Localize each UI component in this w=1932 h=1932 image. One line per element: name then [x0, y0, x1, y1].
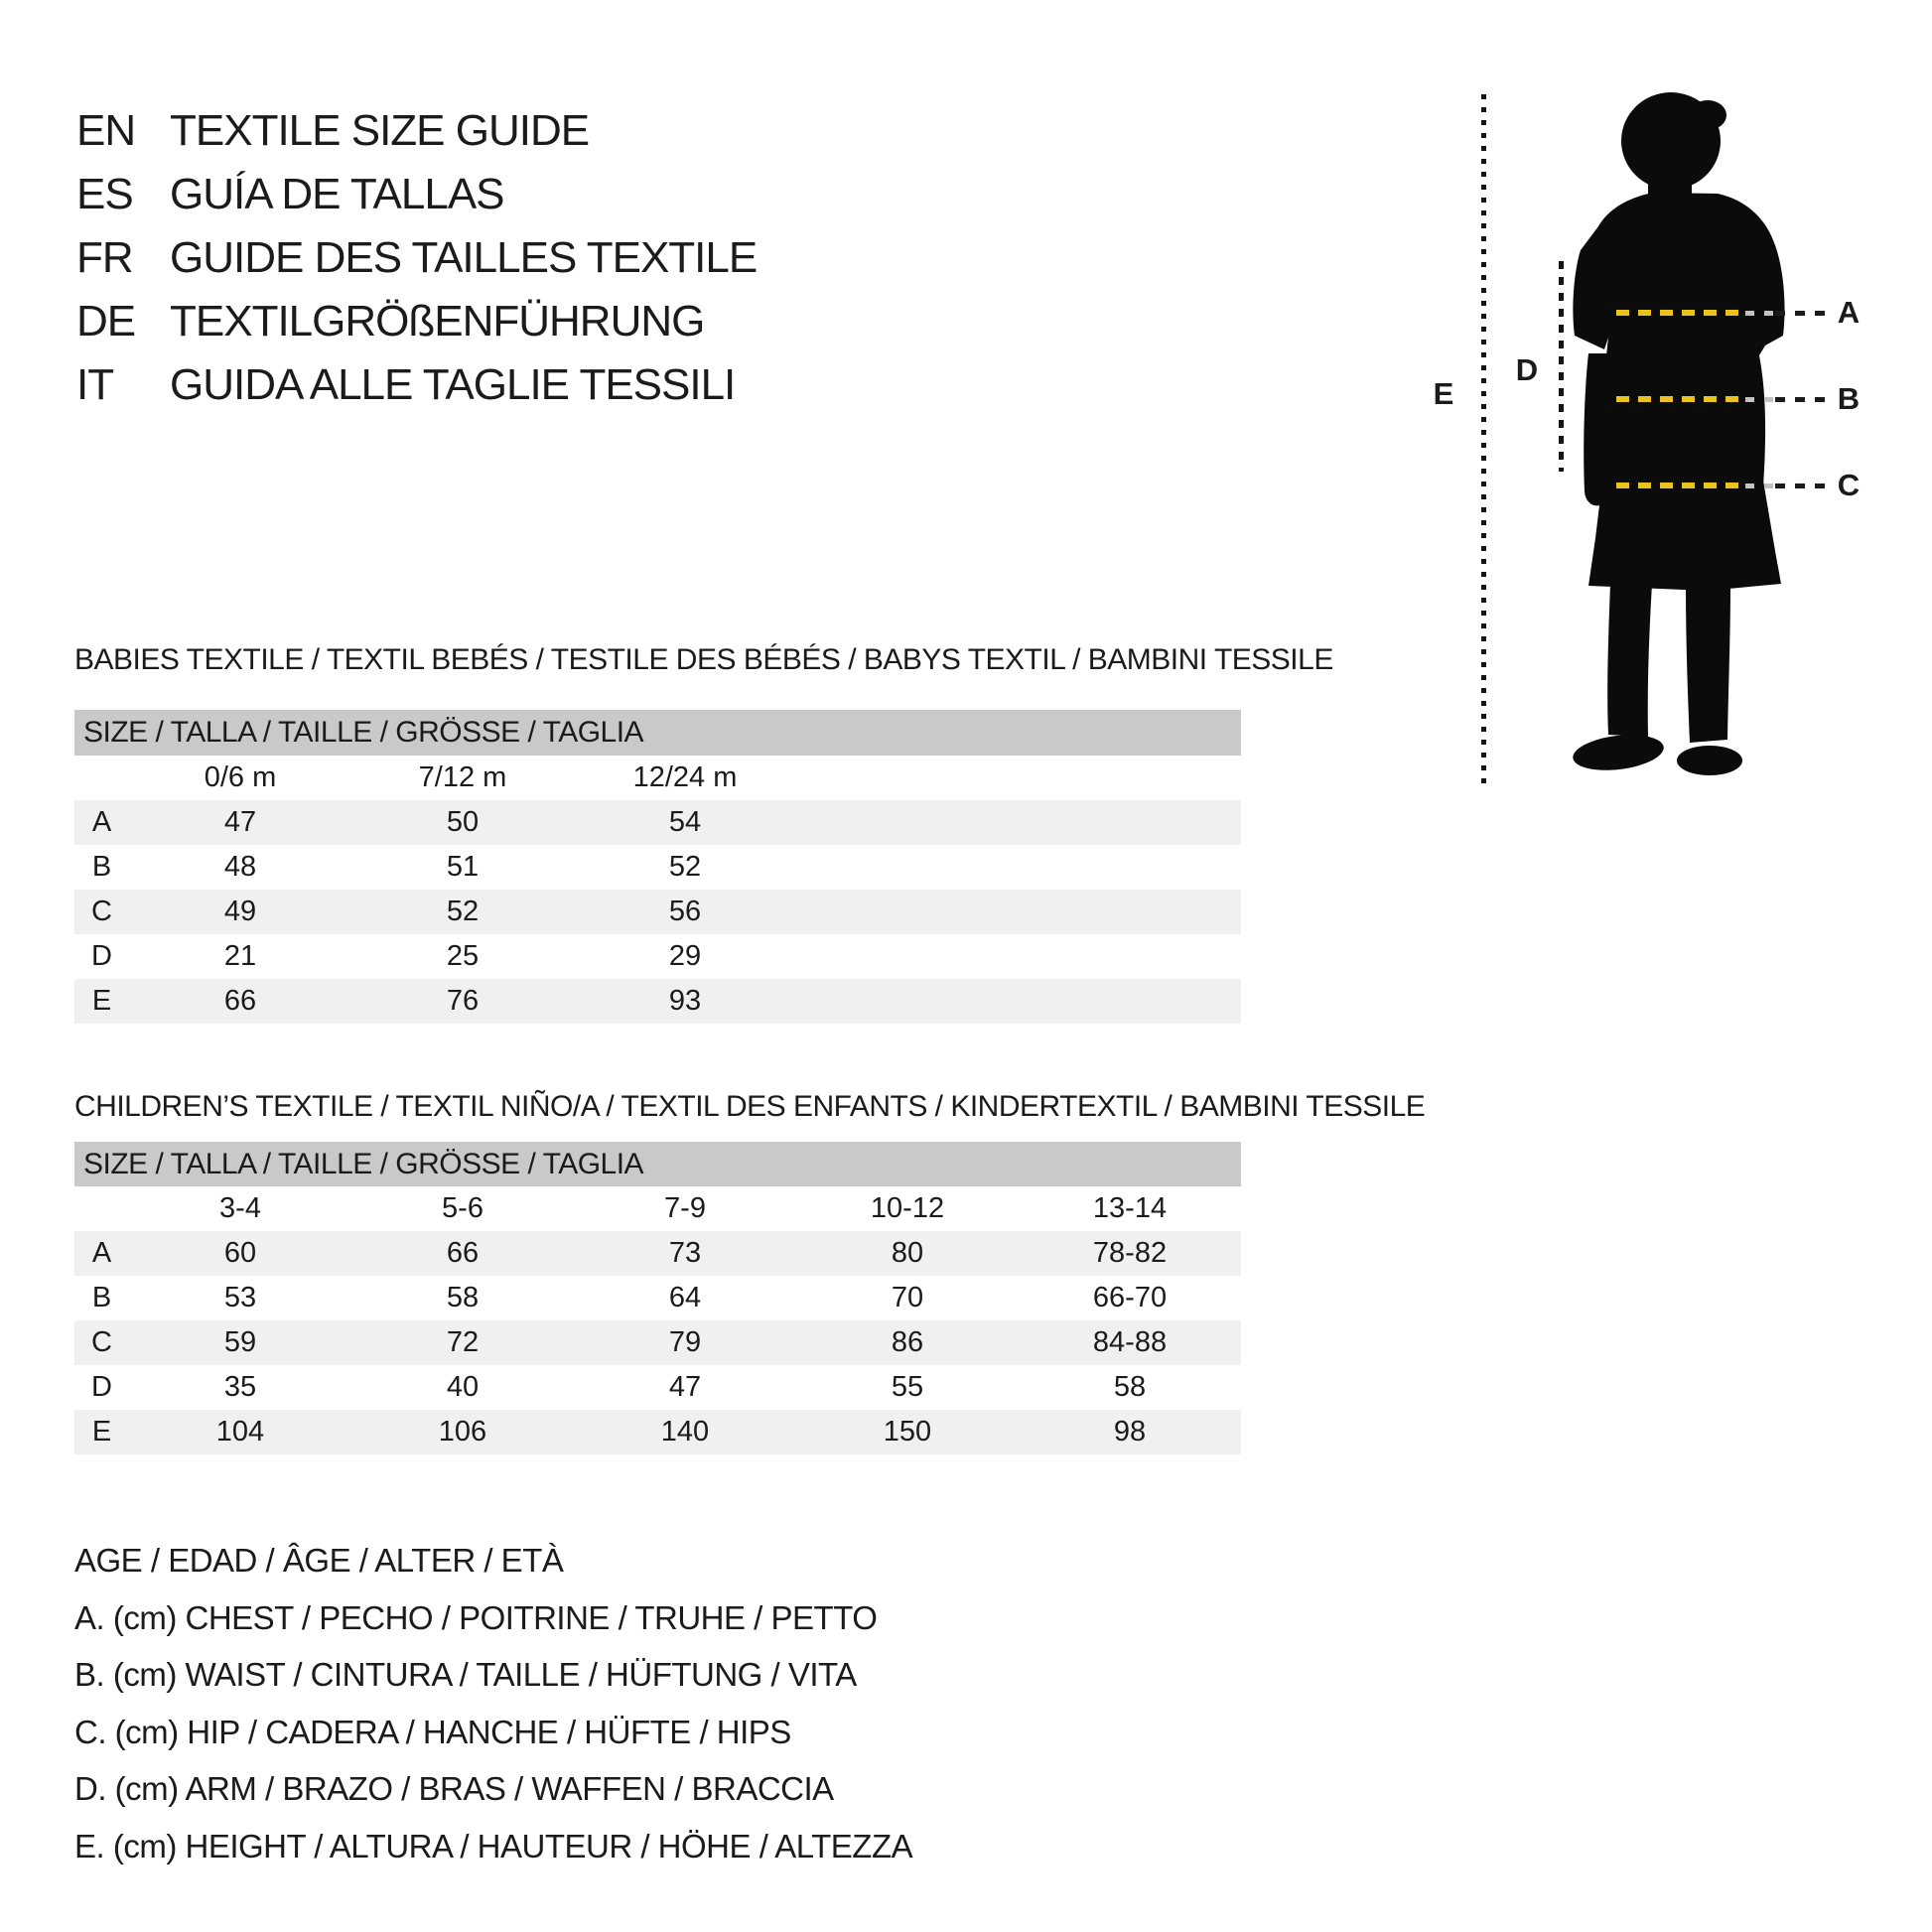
legend-line-hip: C. (cm) HIP / CADERA / HANCHE / HÜFTE / HIPS: [74, 1713, 791, 1750]
value-cell: 21: [223, 940, 257, 972]
value-cell: 76: [351, 979, 574, 1024]
value-cell: 25: [446, 940, 480, 972]
value-cell: 66-70: [1092, 1282, 1168, 1313]
chest-measure-line-end: [1775, 311, 1825, 316]
babies-column-header-row: [74, 756, 1241, 800]
value-cell: 51: [446, 851, 480, 883]
child-silhouette: [1559, 89, 1807, 789]
value-cell: 70: [891, 1282, 924, 1313]
size-letter-cell: D: [91, 1371, 112, 1403]
hip-measure-line-fade: [1745, 483, 1773, 488]
value-cell: 56: [574, 890, 796, 934]
size-letter-cell: B: [91, 851, 112, 883]
col-header-cell: 0/6 m: [204, 761, 277, 793]
col-header-cell: 3-4: [219, 1192, 261, 1224]
waist-measure-line: [1616, 396, 1742, 402]
waist-measure-line-end: [1775, 397, 1825, 402]
table-row: [74, 934, 1241, 979]
value-cell: 35: [223, 1371, 257, 1403]
legend-line-arm: D. (cm) ARM / BRAZO / BRAS / WAFFEN / BRACCIA: [74, 1770, 834, 1807]
value-cell: 52: [351, 890, 574, 934]
value-cell: 73: [574, 1231, 796, 1276]
value-cell: 66: [129, 979, 351, 1024]
size-letter-cell: B: [91, 1282, 112, 1313]
col-header-cell: 5-6: [442, 1192, 483, 1224]
language-code: IT: [76, 360, 114, 409]
measurement-figure: [1430, 60, 1932, 814]
language-label: GUIDA ALLE TAGLIE TESSILI: [170, 360, 736, 409]
size-letter-cell: D: [91, 940, 112, 972]
language-row: [76, 99, 757, 163]
hip-measure-line-end: [1775, 483, 1825, 488]
size-letter-cell: E: [74, 1410, 129, 1454]
empty-cell: [74, 1186, 129, 1231]
waist-measure-line-fade: [1745, 397, 1773, 402]
legend-line-waist: B. (cm) WAIST / CINTURA / TAILLE / HÜFTUNG / VITA: [74, 1656, 857, 1693]
value-cell: 93: [574, 979, 796, 1024]
language-header: [76, 99, 757, 417]
measurement-legend: [74, 1532, 912, 1874]
chest-measure-line: [1616, 310, 1742, 316]
language-row: [76, 163, 757, 226]
value-cell: 78-82: [1019, 1231, 1241, 1276]
hip-measure-line: [1616, 483, 1742, 488]
measure-label-d: D: [1515, 352, 1539, 387]
table-row: [74, 1276, 1241, 1320]
table-row: [74, 1365, 1241, 1410]
language-row: [76, 290, 757, 353]
value-cell: 47: [129, 800, 351, 845]
value-cell: 52: [668, 851, 702, 883]
table-row: [74, 890, 1241, 934]
measure-label-e: E: [1433, 376, 1454, 411]
col-header-cell: 7-9: [664, 1192, 706, 1224]
language-code: DE: [76, 297, 136, 345]
size-letter-cell: C: [74, 1320, 129, 1365]
children-section-title: CHILDREN’S TEXTILE / TEXTIL NIÑO/A / TEXTIL DES ENFANTS / KINDERTEXTIL / BAMBINI TESSILE: [74, 1090, 1426, 1123]
col-header-cell: 12/24 m: [632, 761, 738, 793]
col-header-cell: 13-14: [1092, 1192, 1168, 1224]
value-cell: 79: [574, 1320, 796, 1365]
value-cell: 140: [574, 1410, 796, 1454]
value-cell: 58: [1113, 1371, 1147, 1403]
value-cell: 80: [796, 1231, 1019, 1276]
value-cell: 29: [668, 940, 702, 972]
size-letter-cell: A: [74, 800, 129, 845]
value-cell: 48: [223, 851, 257, 883]
value-cell: 106: [351, 1410, 574, 1454]
legend-line-age: AGE / EDAD / ÂGE / ALTER / ETÀ: [74, 1542, 564, 1579]
legend-line-height: E. (cm) HEIGHT / ALTURA / HAUTEUR / HÖHE / ALTEZZA: [74, 1827, 913, 1864]
value-cell: 72: [351, 1320, 574, 1365]
col-header-cell: 7/12 m: [418, 761, 507, 793]
table-row: [74, 1410, 1241, 1454]
language-label: GUÍA DE TALLAS: [170, 170, 504, 218]
value-cell: 104: [129, 1410, 351, 1454]
value-cell: 64: [668, 1282, 702, 1313]
measure-label-c: C: [1837, 468, 1861, 502]
value-cell: 60: [129, 1231, 351, 1276]
value-cell: 53: [223, 1282, 257, 1313]
size-letter-cell: E: [74, 979, 129, 1024]
table-row: [74, 845, 1241, 890]
value-cell: 40: [446, 1371, 480, 1403]
measure-label-b: B: [1837, 381, 1861, 416]
value-cell: 47: [668, 1371, 702, 1403]
babies-section-title: BABIES TEXTILE / TEXTIL BEBÉS / TESTILE DES BÉBÉS / BABYS TEXTIL / BAMBINI TESSILE: [74, 643, 1333, 676]
language-row: [76, 226, 757, 290]
language-code: EN: [76, 106, 136, 155]
language-label: TEXTILGRÖßENFÜHRUNG: [170, 297, 705, 345]
value-cell: 66: [351, 1231, 574, 1276]
language-code: FR: [76, 233, 133, 282]
babies-size-header-bar: SIZE / TALLA / TAILLE / GRÖSSE / TAGLIA: [74, 710, 1241, 756]
chest-measure-line-fade: [1745, 311, 1773, 316]
value-cell: 55: [891, 1371, 924, 1403]
size-letter-cell: A: [74, 1231, 129, 1276]
babies-size-table: [74, 756, 1241, 1024]
language-label: GUIDE DES TAILLES TEXTILE: [170, 233, 758, 282]
col-header-cell: 10-12: [870, 1192, 945, 1224]
value-cell: 54: [574, 800, 796, 845]
table-row: [74, 1231, 1241, 1276]
legend-line-chest: A. (cm) CHEST / PECHO / POITRINE / TRUHE / PETTO: [74, 1598, 878, 1636]
value-cell: 86: [796, 1320, 1019, 1365]
table-row: [74, 979, 1241, 1024]
table-row: [74, 800, 1241, 845]
value-cell: 98: [1019, 1410, 1241, 1454]
value-cell: 84-88: [1019, 1320, 1241, 1365]
language-code: ES: [76, 170, 133, 218]
value-cell: 59: [129, 1320, 351, 1365]
children-size-header-bar: SIZE / TALLA / TAILLE / GRÖSSE / TAGLIA: [74, 1142, 1241, 1186]
language-label: TEXTILE SIZE GUIDE: [170, 106, 590, 155]
table-row: [74, 1320, 1241, 1365]
height-measure-line: [1481, 94, 1486, 784]
value-cell: 50: [351, 800, 574, 845]
value-cell: 49: [129, 890, 351, 934]
value-cell: 58: [446, 1282, 480, 1313]
language-row: [76, 353, 757, 417]
value-cell: 150: [796, 1410, 1019, 1454]
measure-label-a: A: [1837, 295, 1861, 330]
size-letter-cell: C: [74, 890, 129, 934]
children-column-header-row: [74, 1186, 1241, 1231]
children-size-table: [74, 1186, 1241, 1454]
empty-cell: [74, 756, 129, 800]
